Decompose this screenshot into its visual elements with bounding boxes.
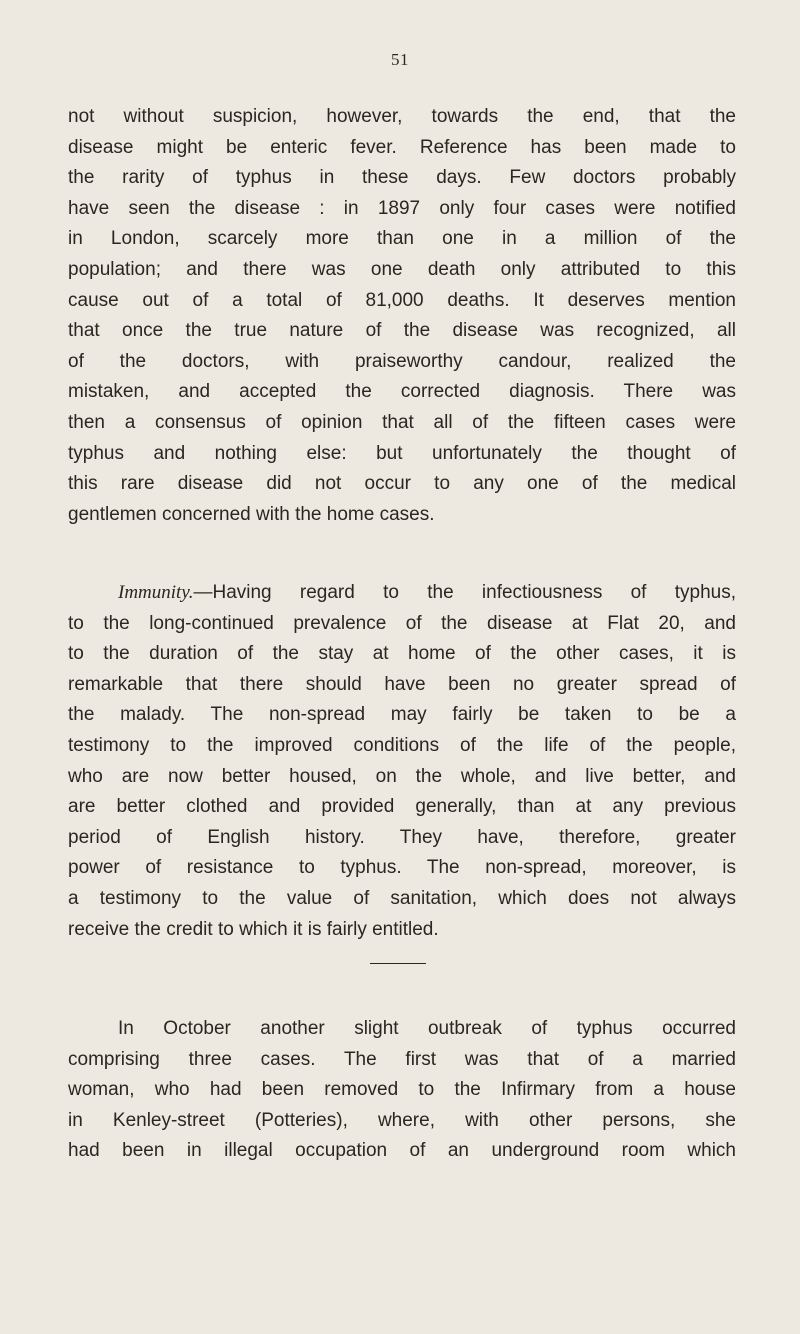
text-line: who are now better housed, on the whole, and live better, and [68, 765, 736, 787]
text-line: have seen the disease : in 1897 only four cases were notified [68, 197, 736, 219]
text-line: typhus and nothing else: but unfortunately the thought of [68, 442, 736, 464]
text-line: the rarity of typhus in these days. Few doctors probably [68, 167, 736, 189]
text-line: gentlemen concerned with the home cases. [68, 503, 435, 525]
text-line: power of resistance to typhus. The non-spread, moreover, is [68, 857, 736, 879]
paragraph-october-outbreak [68, 1014, 736, 1167]
text-line: period of English history. They have, therefore, greater [68, 826, 736, 848]
section-lead-in: Immunity. [118, 582, 194, 603]
text-line: a testimony to the value of sanitation, which does not always [68, 887, 736, 909]
text-line: remarkable that there should have been no greater spread of [68, 673, 736, 695]
text-line: mistaken, and accepted the corrected diagnosis. There was [68, 381, 736, 403]
text-line [68, 578, 736, 609]
page-number: 51 [391, 50, 409, 69]
text-line: not without suspicion, however, towards the end, that the [68, 106, 736, 127]
text-line: disease might be enteric fever. Reference has been made to [68, 136, 736, 158]
text-line: that once the true nature of the disease was recognized, all [68, 320, 736, 342]
text-line: had been in illegal occupation of an underground room which [68, 1140, 736, 1162]
text-line: cause out of a total of 81,000 deaths. It deserves mention [68, 289, 736, 311]
text-line: In October another slight outbreak of typhus occurred [118, 1018, 736, 1039]
text-line: this rare disease did not occur to any one of the medical [68, 473, 736, 495]
text-line: to the duration of the stay at home of the other cases, it is [68, 643, 736, 665]
text-line: of the doctors, with praiseworthy candour, realized the [68, 350, 736, 372]
text-line: receive the credit to which it is fairly entitled. [68, 918, 439, 940]
text-line: woman, who had been removed to the Infirmary from a house [68, 1079, 736, 1101]
text-line: then a consensus of opinion that all of the fifteen cases were [68, 411, 736, 433]
paragraph-immunity [68, 578, 736, 945]
text-line: population; and there was one death only attributed to this [68, 258, 736, 280]
text-line: testimony to the improved conditions of the life of the people, [68, 734, 736, 756]
text-line: to the long-continued prevalence of the disease at Flat 20, and [68, 612, 736, 634]
text-line: in London, scarcely more than one in a million of the [68, 228, 736, 250]
section-divider [370, 963, 426, 964]
text-line-continuation: —Having regard to the infectiousness of typhus, [193, 582, 736, 603]
text-line: comprising three cases. The first was that of a married [68, 1048, 736, 1070]
text-line: the malady. The non-spread may fairly be taken to be a [68, 704, 736, 726]
paragraph-typhus-diagnosis [68, 102, 736, 530]
text-line: are better clothed and provided generally, than at any previous [68, 796, 736, 818]
text-line: in Kenley-street (Potteries), where, with other persons, she [68, 1109, 736, 1131]
